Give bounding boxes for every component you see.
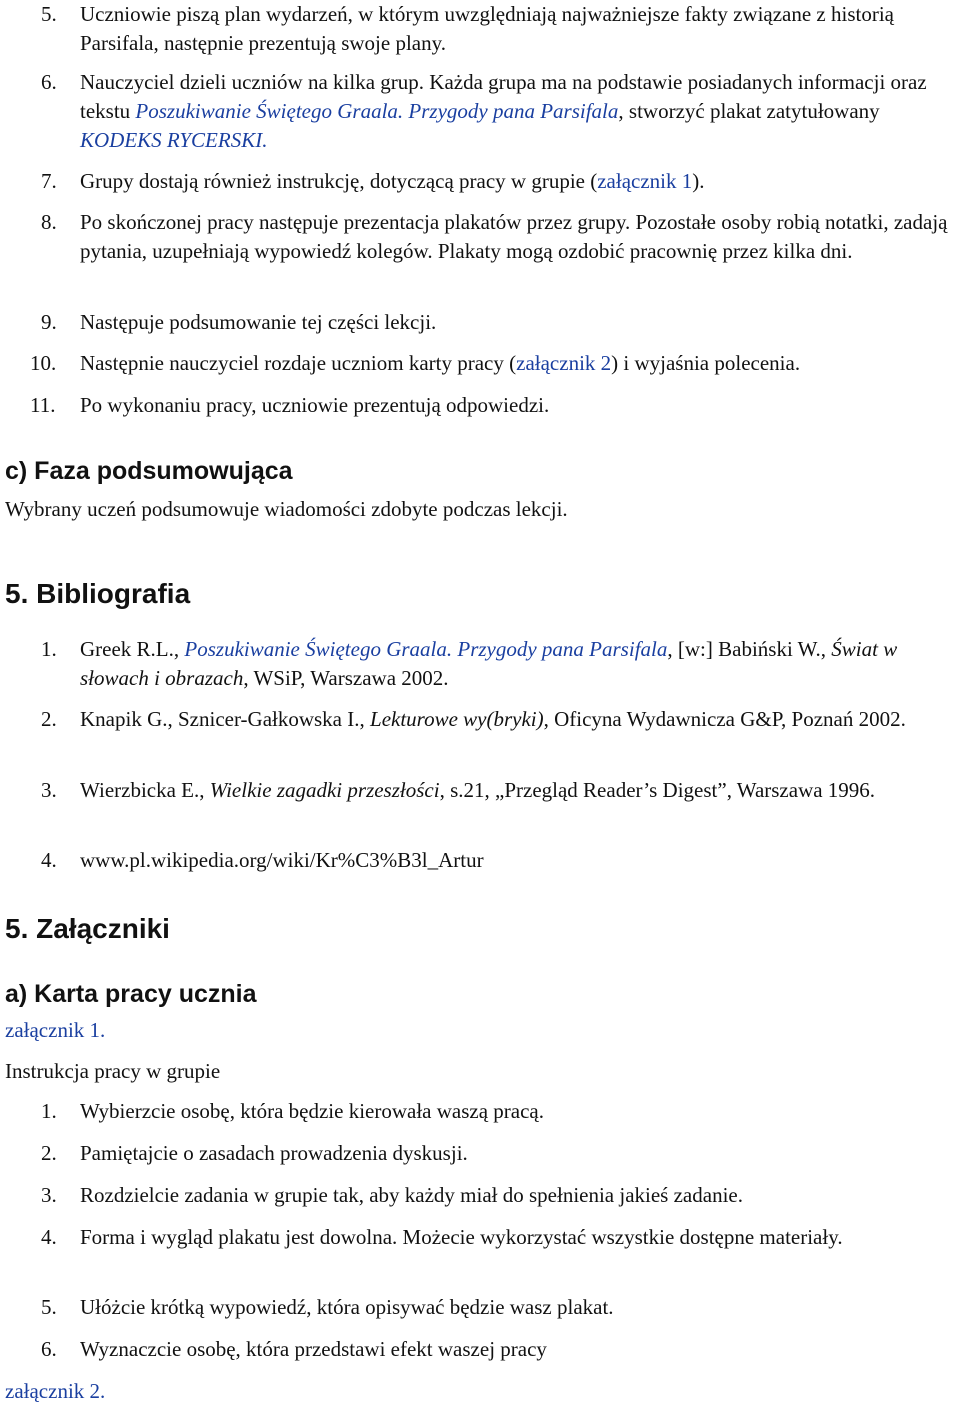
list-text: Po wykonaniu pracy, uczniowie prezentują odpowiedzi. bbox=[80, 393, 550, 417]
list-number: 4. bbox=[41, 848, 57, 872]
list-number: 5. bbox=[41, 1295, 57, 1319]
list-text: Wybierzcie osobę, która będzie kierowała waszą pracą. bbox=[80, 1099, 544, 1123]
list-text: Grupy dostają również instrukcję, dotyczącą pracy w grupie (załącznik 1). bbox=[80, 169, 705, 193]
section-heading: 5. Załączniki bbox=[5, 913, 170, 944]
list-text: Pamiętajcie o zasadach prowadzenia dyskusji. bbox=[80, 1141, 468, 1165]
list-number: 2. bbox=[41, 707, 57, 731]
list-text: Forma i wygląd plakatu jest dowolna. Możecie wykorzystać wszystkie dostępne materiały. bbox=[80, 1225, 843, 1249]
list-number: 6. bbox=[41, 1337, 57, 1361]
bibliography-url: www.pl.wikipedia.org/wiki/Kr%C3%B3l_Artur bbox=[80, 848, 484, 872]
list-number: 8. bbox=[41, 210, 57, 234]
list-text: Knapik G., Sznicer-Gałkowska I., Lekturowe wy(bryki), Oficyna Wydawnicza G&P, Poznań 2002. bbox=[80, 707, 906, 731]
list-text: Wierzbicka E., Wielkie zagadki przeszłości, s.21, „Przegląd Reader’s Digest”, Warszawa 1996. bbox=[80, 778, 876, 802]
list-number: 2. bbox=[41, 1141, 57, 1165]
sub-heading: a) Karta pracy ucznia bbox=[5, 980, 257, 1008]
list-text: Ułóżcie krótką wypowiedź, która opisywać będzie wasz plakat. bbox=[80, 1295, 614, 1319]
list-number: 3. bbox=[41, 778, 57, 802]
list-text: Wyznaczcie osobę, która przedstawi efekt waszej pracy bbox=[80, 1337, 547, 1361]
list-text: Rozdzielcie zadania w grupie tak, aby każdy miał do spełnienia jakieś zadanie. bbox=[80, 1183, 743, 1207]
book-title: Poszukiwanie Świętego Graala. Przygody pana Parsifala bbox=[135, 99, 619, 123]
list-number: 1. bbox=[41, 1099, 57, 1123]
list-number: 9. bbox=[41, 310, 57, 334]
list-text: Greek R.L., Poszukiwanie Świętego Graala. Przygody pana Parsifala, [w:] Babiński W., Świat w słowach i obrazach, WSiP, Warszawa 2002. bbox=[80, 637, 898, 690]
list-number: 6. bbox=[41, 70, 57, 94]
attachment-link-1[interactable]: załącznik 1 bbox=[597, 169, 693, 193]
attachment-link-2[interactable]: załącznik 2 bbox=[516, 351, 612, 375]
section-heading: c) Faza podsumowująca bbox=[5, 457, 293, 485]
list-number: 4. bbox=[41, 1225, 57, 1249]
list-text: Po skończonej pracy następuje prezentacja plakatów przez grupy. Pozostałe osoby robią notatki, zadają pytania, uzupełniają wypowiedź kolegów. Plakaty mogą ozdobić pracownię przez kilka dni. bbox=[80, 210, 948, 263]
poster-title: KODEKS RYCERSKI. bbox=[80, 128, 268, 152]
list-number: 10. bbox=[30, 351, 57, 375]
list-number: 1. bbox=[41, 637, 57, 661]
attachment-label-1: załącznik 1. bbox=[5, 1018, 106, 1042]
summary-text: Wybrany uczeń podsumowuje wiadomości zdobyte podczas lekcji. bbox=[5, 497, 568, 521]
list-text: Następuje podsumowanie tej części lekcji. bbox=[80, 310, 437, 334]
list-text: Nauczyciel dzieli uczniów na kilka grup. Każda grupa ma na podstawie posiadanych informacji oraz tekstu Poszukiwanie Świętego Graala. Przygody pana Parsifala, stworzyć plakat zatytułowany KODEKS RYCERSKI. bbox=[80, 70, 927, 152]
list-number: 7. bbox=[41, 169, 57, 193]
attachment-label-2: załącznik 2. bbox=[5, 1379, 106, 1403]
list-number: 11. bbox=[30, 393, 56, 417]
list-number: 3. bbox=[41, 1183, 57, 1207]
section-heading: 5. Bibliografia bbox=[5, 578, 191, 609]
list-text: Następnie nauczyciel rozdaje uczniom karty pracy (załącznik 2) i wyjaśnia polecenia. bbox=[80, 351, 801, 375]
list-text: Uczniowie piszą plan wydarzeń, w którym uwzględniają najważniejsze fakty związane z historią Parsifala, następnie prezentują swoje plany. bbox=[80, 2, 894, 55]
instruction-title: Instrukcja pracy w grupie bbox=[5, 1059, 221, 1083]
list-number: 5. bbox=[41, 2, 57, 26]
